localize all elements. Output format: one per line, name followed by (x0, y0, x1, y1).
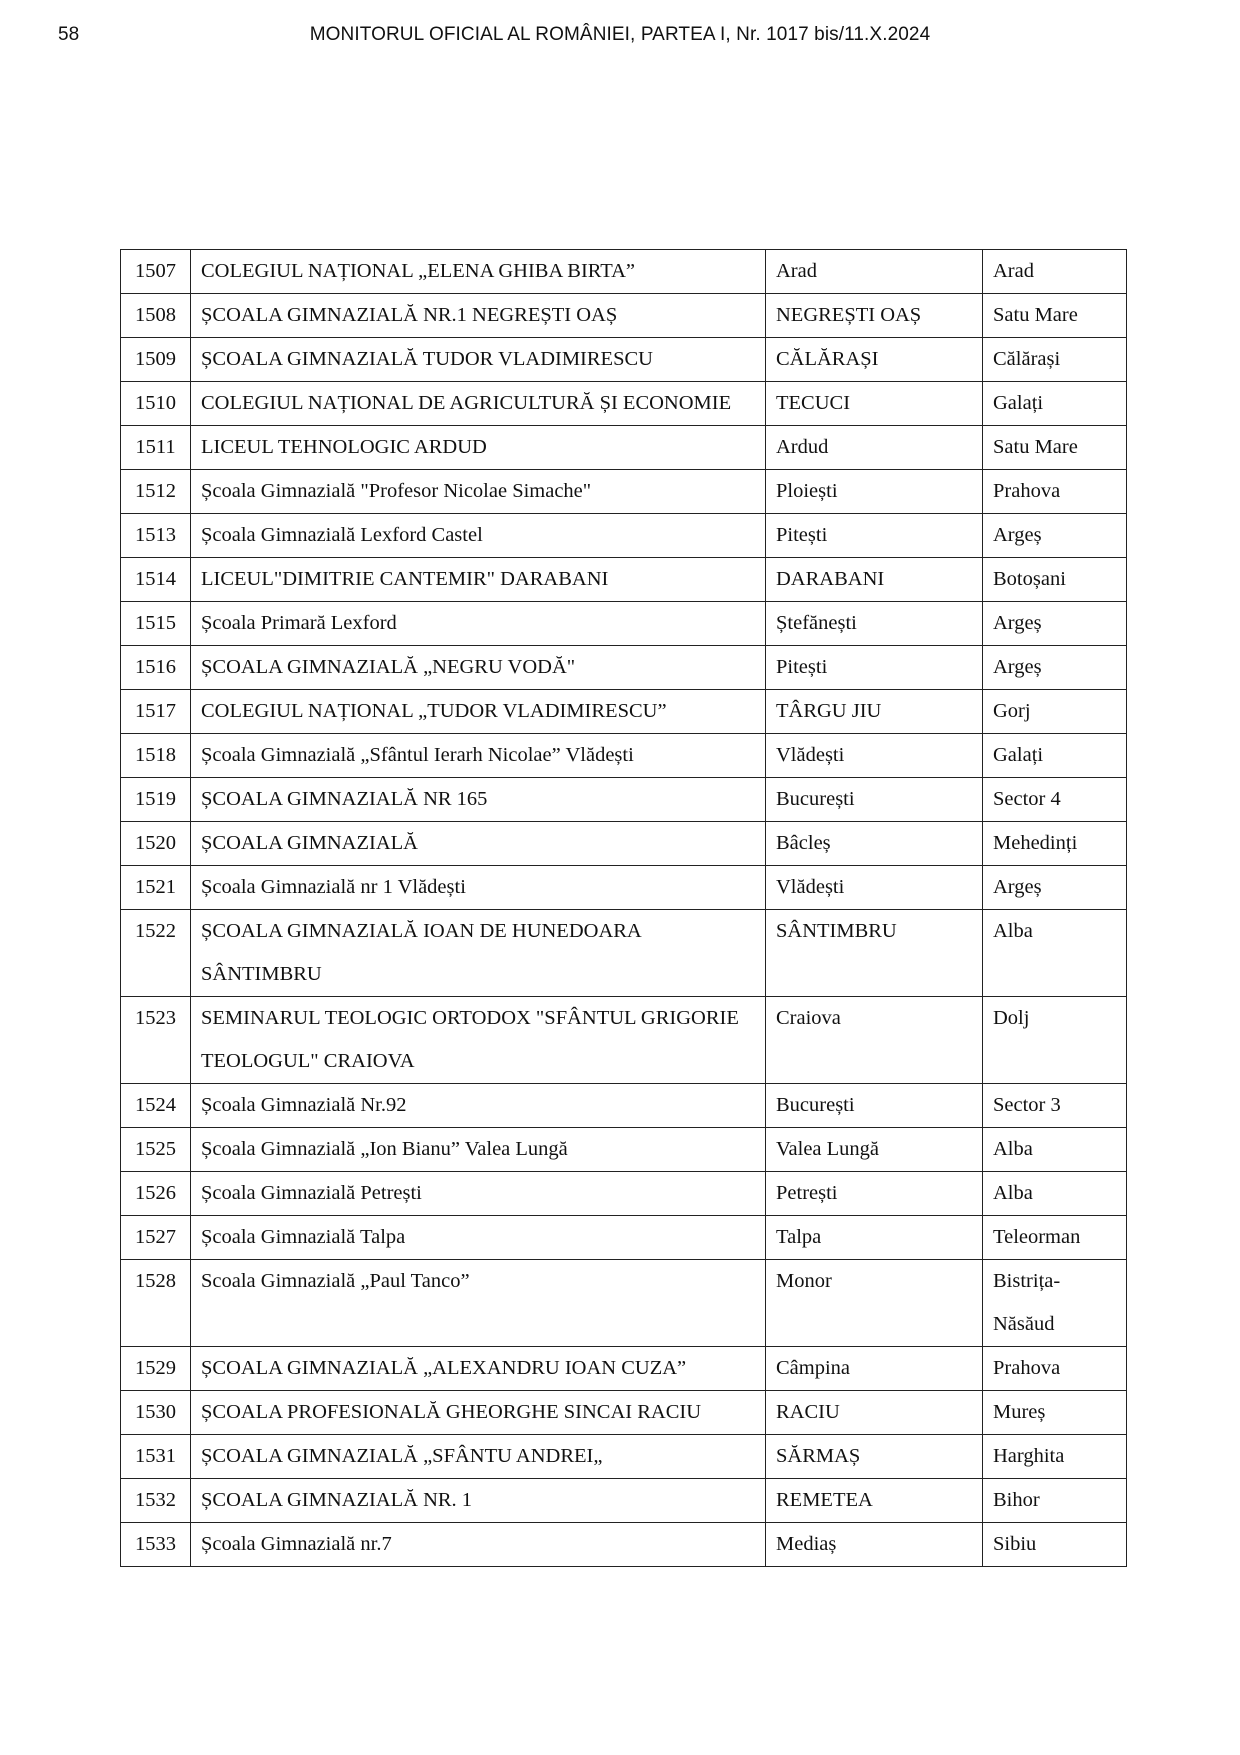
locality: DARABANI (766, 558, 983, 602)
school-name: LICEUL"DIMITRIE CANTEMIR" DARABANI (191, 558, 766, 602)
table-row (121, 338, 1127, 382)
locality: SÂNTIMBRU (766, 910, 983, 997)
row-number: 1525 (121, 1128, 191, 1172)
locality: Craiova (766, 997, 983, 1084)
locality: Talpa (766, 1216, 983, 1260)
table-row (121, 997, 1127, 1084)
county: Harghita (983, 1435, 1127, 1479)
school-name: Școala Gimnazială „Sfântul Ierarh Nicolae” Vlădești (191, 734, 766, 778)
table-row (121, 1128, 1127, 1172)
row-number: 1519 (121, 778, 191, 822)
county: Satu Mare (983, 294, 1127, 338)
school-name: Școala Gimnazială "Profesor Nicolae Simache" (191, 470, 766, 514)
school-name: ȘCOALA GIMNAZIALĂ NR.1 NEGREȘTI OAȘ (191, 294, 766, 338)
school-name: Școala Gimnazială Talpa (191, 1216, 766, 1260)
page-number: 58 (58, 24, 80, 45)
table-row (121, 558, 1127, 602)
table-row (121, 602, 1127, 646)
school-name: ȘCOALA GIMNAZIALĂ „NEGRU VODĂ" (191, 646, 766, 690)
locality: Ploiești (766, 470, 983, 514)
school-name: LICEUL TEHNOLOGIC ARDUD (191, 426, 766, 470)
table-row (121, 866, 1127, 910)
school-name: Școala Primară Lexford (191, 602, 766, 646)
county: Sector 3 (983, 1084, 1127, 1128)
row-number: 1511 (121, 426, 191, 470)
county: Botoșani (983, 558, 1127, 602)
school-name: ȘCOALA GIMNAZIALĂ „ALEXANDRU IOAN CUZA” (191, 1347, 766, 1391)
row-number: 1517 (121, 690, 191, 734)
locality: Câmpina (766, 1347, 983, 1391)
row-number: 1521 (121, 866, 191, 910)
row-number: 1522 (121, 910, 191, 997)
school-name: Școala Gimnazială nr.7 (191, 1523, 766, 1567)
table-row (121, 250, 1127, 294)
row-number: 1514 (121, 558, 191, 602)
table-row (121, 382, 1127, 426)
county: Galați (983, 734, 1127, 778)
table-row (121, 514, 1127, 558)
county: Prahova (983, 470, 1127, 514)
school-name: Scoala Gimnazială „Paul Tanco” (191, 1260, 766, 1347)
row-number: 1532 (121, 1479, 191, 1523)
county: Sector 4 (983, 778, 1127, 822)
row-number: 1520 (121, 822, 191, 866)
schools-table-body (121, 250, 1127, 1567)
row-number: 1507 (121, 250, 191, 294)
county: Bistrița-Năsăud (983, 1260, 1127, 1347)
school-name: ȘCOALA GIMNAZIALĂ (191, 822, 766, 866)
school-name: ȘCOALA GIMNAZIALĂ NR. 1 (191, 1479, 766, 1523)
row-number: 1531 (121, 1435, 191, 1479)
locality: RACIU (766, 1391, 983, 1435)
row-number: 1527 (121, 1216, 191, 1260)
locality: Bâcleș (766, 822, 983, 866)
school-name: ȘCOALA GIMNAZIALĂ IOAN DE HUNEDOARA SÂNTIMBRU (191, 910, 766, 997)
locality: Mediaș (766, 1523, 983, 1567)
county: Galați (983, 382, 1127, 426)
table-row (121, 1391, 1127, 1435)
row-number: 1512 (121, 470, 191, 514)
county: Bihor (983, 1479, 1127, 1523)
table-row (121, 1084, 1127, 1128)
school-name: ȘCOALA GIMNAZIALĂ „SFÂNTU ANDREI„ (191, 1435, 766, 1479)
table-row (121, 690, 1127, 734)
locality: TECUCI (766, 382, 983, 426)
school-name: Școala Gimnazială Nr.92 (191, 1084, 766, 1128)
county: Sibiu (983, 1523, 1127, 1567)
table-row (121, 294, 1127, 338)
table-row (121, 1260, 1127, 1347)
locality: Ardud (766, 426, 983, 470)
table-row (121, 1216, 1127, 1260)
school-name: COLEGIUL NAȚIONAL „TUDOR VLADIMIRESCU” (191, 690, 766, 734)
schools-table (120, 249, 1127, 1567)
row-number: 1529 (121, 1347, 191, 1391)
locality: Vlădești (766, 866, 983, 910)
locality: Ștefănești (766, 602, 983, 646)
row-number: 1509 (121, 338, 191, 382)
row-number: 1530 (121, 1391, 191, 1435)
school-name: ȘCOALA GIMNAZIALĂ TUDOR VLADIMIRESCU (191, 338, 766, 382)
locality: Valea Lungă (766, 1128, 983, 1172)
table-row (121, 822, 1127, 866)
county: Prahova (983, 1347, 1127, 1391)
school-name: COLEGIUL NAȚIONAL DE AGRICULTURĂ ȘI ECONOMIE (191, 382, 766, 426)
locality: SĂRMAȘ (766, 1435, 983, 1479)
table-row (121, 734, 1127, 778)
county: Mehedinți (983, 822, 1127, 866)
school-name: Școala Gimnazială „Ion Bianu” Valea Lungă (191, 1128, 766, 1172)
locality: REMETEA (766, 1479, 983, 1523)
school-name: Școala Gimnazială Petrești (191, 1172, 766, 1216)
school-name: SEMINARUL TEOLOGIC ORTODOX "SFÂNTUL GRIGORIE TEOLOGUL" CRAIOVA (191, 997, 766, 1084)
locality: București (766, 778, 983, 822)
locality: Petrești (766, 1172, 983, 1216)
page-header-title: MONITORUL OFICIAL AL ROMÂNIEI, PARTEA I, Nr. 1017 bis/11.X.2024 (309, 24, 931, 45)
row-number: 1510 (121, 382, 191, 426)
table-row (121, 1172, 1127, 1216)
row-number: 1515 (121, 602, 191, 646)
locality: Arad (766, 250, 983, 294)
locality: București (766, 1084, 983, 1128)
row-number: 1508 (121, 294, 191, 338)
row-number: 1528 (121, 1260, 191, 1347)
table-row (121, 646, 1127, 690)
row-number: 1516 (121, 646, 191, 690)
row-number: 1524 (121, 1084, 191, 1128)
row-number: 1513 (121, 514, 191, 558)
locality: Pitești (766, 514, 983, 558)
county: Gorj (983, 690, 1127, 734)
locality: TÂRGU JIU (766, 690, 983, 734)
table-row (121, 910, 1127, 997)
county: Dolj (983, 997, 1127, 1084)
school-name: COLEGIUL NAȚIONAL „ELENA GHIBA BIRTA” (191, 250, 766, 294)
row-number: 1526 (121, 1172, 191, 1216)
locality: CĂLĂRAȘI (766, 338, 983, 382)
school-name: Școala Gimnazială nr 1 Vlădești (191, 866, 766, 910)
county: Argeș (983, 514, 1127, 558)
table-row (121, 1435, 1127, 1479)
table-row (121, 1479, 1127, 1523)
county: Alba (983, 1172, 1127, 1216)
county: Alba (983, 910, 1127, 997)
county: Arad (983, 250, 1127, 294)
school-name: ȘCOALA PROFESIONALĂ GHEORGHE SINCAI RACIU (191, 1391, 766, 1435)
county: Mureș (983, 1391, 1127, 1435)
school-name: ȘCOALA GIMNAZIALĂ NR 165 (191, 778, 766, 822)
row-number: 1523 (121, 997, 191, 1084)
county: Argeș (983, 866, 1127, 910)
locality: Vlădești (766, 734, 983, 778)
county: Satu Mare (983, 426, 1127, 470)
county: Teleorman (983, 1216, 1127, 1260)
locality: Pitești (766, 646, 983, 690)
table-row (121, 778, 1127, 822)
table-row (121, 1347, 1127, 1391)
county: Argeș (983, 602, 1127, 646)
row-number: 1533 (121, 1523, 191, 1567)
row-number: 1518 (121, 734, 191, 778)
county: Călărași (983, 338, 1127, 382)
table-row (121, 1523, 1127, 1567)
county: Alba (983, 1128, 1127, 1172)
table-row (121, 426, 1127, 470)
locality: NEGREȘTI OAȘ (766, 294, 983, 338)
school-name: Școala Gimnazială Lexford Castel (191, 514, 766, 558)
locality: Monor (766, 1260, 983, 1347)
table-row (121, 470, 1127, 514)
county: Argeș (983, 646, 1127, 690)
